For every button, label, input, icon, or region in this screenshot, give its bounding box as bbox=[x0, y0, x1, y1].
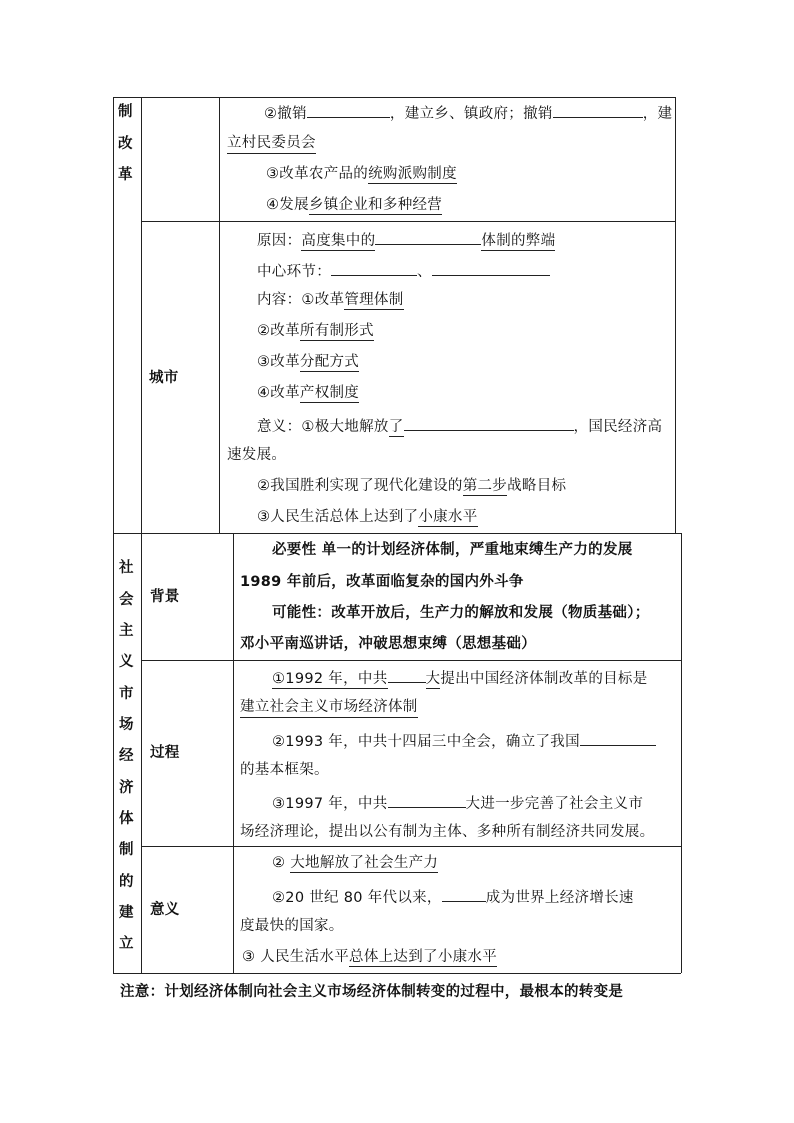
city-meaning-1: 意义：①极大地解放了 ，国民经济高 bbox=[257, 414, 662, 437]
rural-line-1-wrap: 立村民委员会 bbox=[227, 133, 316, 154]
row-label-process: 过程 bbox=[150, 745, 180, 761]
significance-2-wrap: 度最快的国家。 bbox=[240, 918, 344, 934]
process-2-wrap: 的基本框架。 bbox=[240, 762, 329, 778]
section-label-reform: 制 改 革 bbox=[118, 104, 133, 183]
process-2: ②1993 年，中共十四届三中全会，确立了我国 bbox=[272, 729, 656, 752]
significance-2: ②20 世纪 80 年代以来， 成为世界上经济增长速 bbox=[272, 885, 634, 908]
process-3-wrap: 场经济理论，提出以公有制为主体、多种所有制经济共同发展。 bbox=[240, 824, 655, 840]
background-possibility-wrap: 邓小平南巡讲话，冲破思想束缚（思想基础） bbox=[240, 636, 536, 652]
process-1-wrap: 建立社会主义市场经济体制 bbox=[240, 697, 418, 718]
city-content-2: ②改革所有制形式 bbox=[257, 323, 374, 339]
city-core: 中心环节： 、 bbox=[257, 259, 550, 282]
city-content-3: ③改革分配方式 bbox=[257, 354, 360, 370]
row-label-significance: 意义 bbox=[150, 902, 180, 918]
city-content-4: ④改革产权制度 bbox=[257, 385, 360, 401]
background-necessity: 必要性 单一的计划经济体制，严重地束缚生产力的发展 bbox=[272, 542, 633, 558]
city-meaning-2: ②我国胜利实现了现代化建设的第二步战略目标 bbox=[257, 478, 567, 494]
rural-line-3: ④发展乡镇企业和多种经营 bbox=[266, 197, 443, 213]
row-label-city: 城市 bbox=[149, 370, 179, 386]
rural-line-2: ③改革农产品的统购派购制度 bbox=[266, 166, 457, 182]
background-necessity-wrap: 1989 年前后，改革面临复杂的国内外斗争 bbox=[240, 574, 524, 590]
significance-1: ② 大地解放了社会生产力 bbox=[272, 855, 439, 871]
process-1: ①1992 年，中共 大提出中国经济体制改革的目标是 bbox=[272, 666, 648, 689]
note-text: 注意：计划经济体制向社会主义市场经济体制转变的过程中，最根本的转变是 bbox=[120, 984, 624, 1000]
city-reason: 原因：高度集中的 体制的弊端 bbox=[257, 228, 555, 251]
city-content-1: 内容：①改革管理体制 bbox=[257, 292, 404, 308]
rural-line-1: ②撤销 ，建立乡、镇政府；撤销 ，建 bbox=[264, 101, 672, 124]
city-meaning-1-wrap: 速发展。 bbox=[227, 447, 287, 463]
process-3: ③1997 年，中共 大进一步完善了社会主义市 bbox=[272, 791, 643, 814]
section-label-market-economy: 社 会 主 义 市 场 经 济 体 制 的 建 立 bbox=[119, 560, 134, 952]
row-label-background: 背景 bbox=[150, 589, 180, 605]
city-meaning-3: ③人民生活总体上达到了小康水平 bbox=[257, 509, 478, 525]
significance-3: ③ 人民生活水平总体上达到了小康水平 bbox=[242, 949, 498, 965]
background-possibility: 可能性：改革开放后，生产力的解放和发展（物质基础）； bbox=[272, 605, 650, 621]
